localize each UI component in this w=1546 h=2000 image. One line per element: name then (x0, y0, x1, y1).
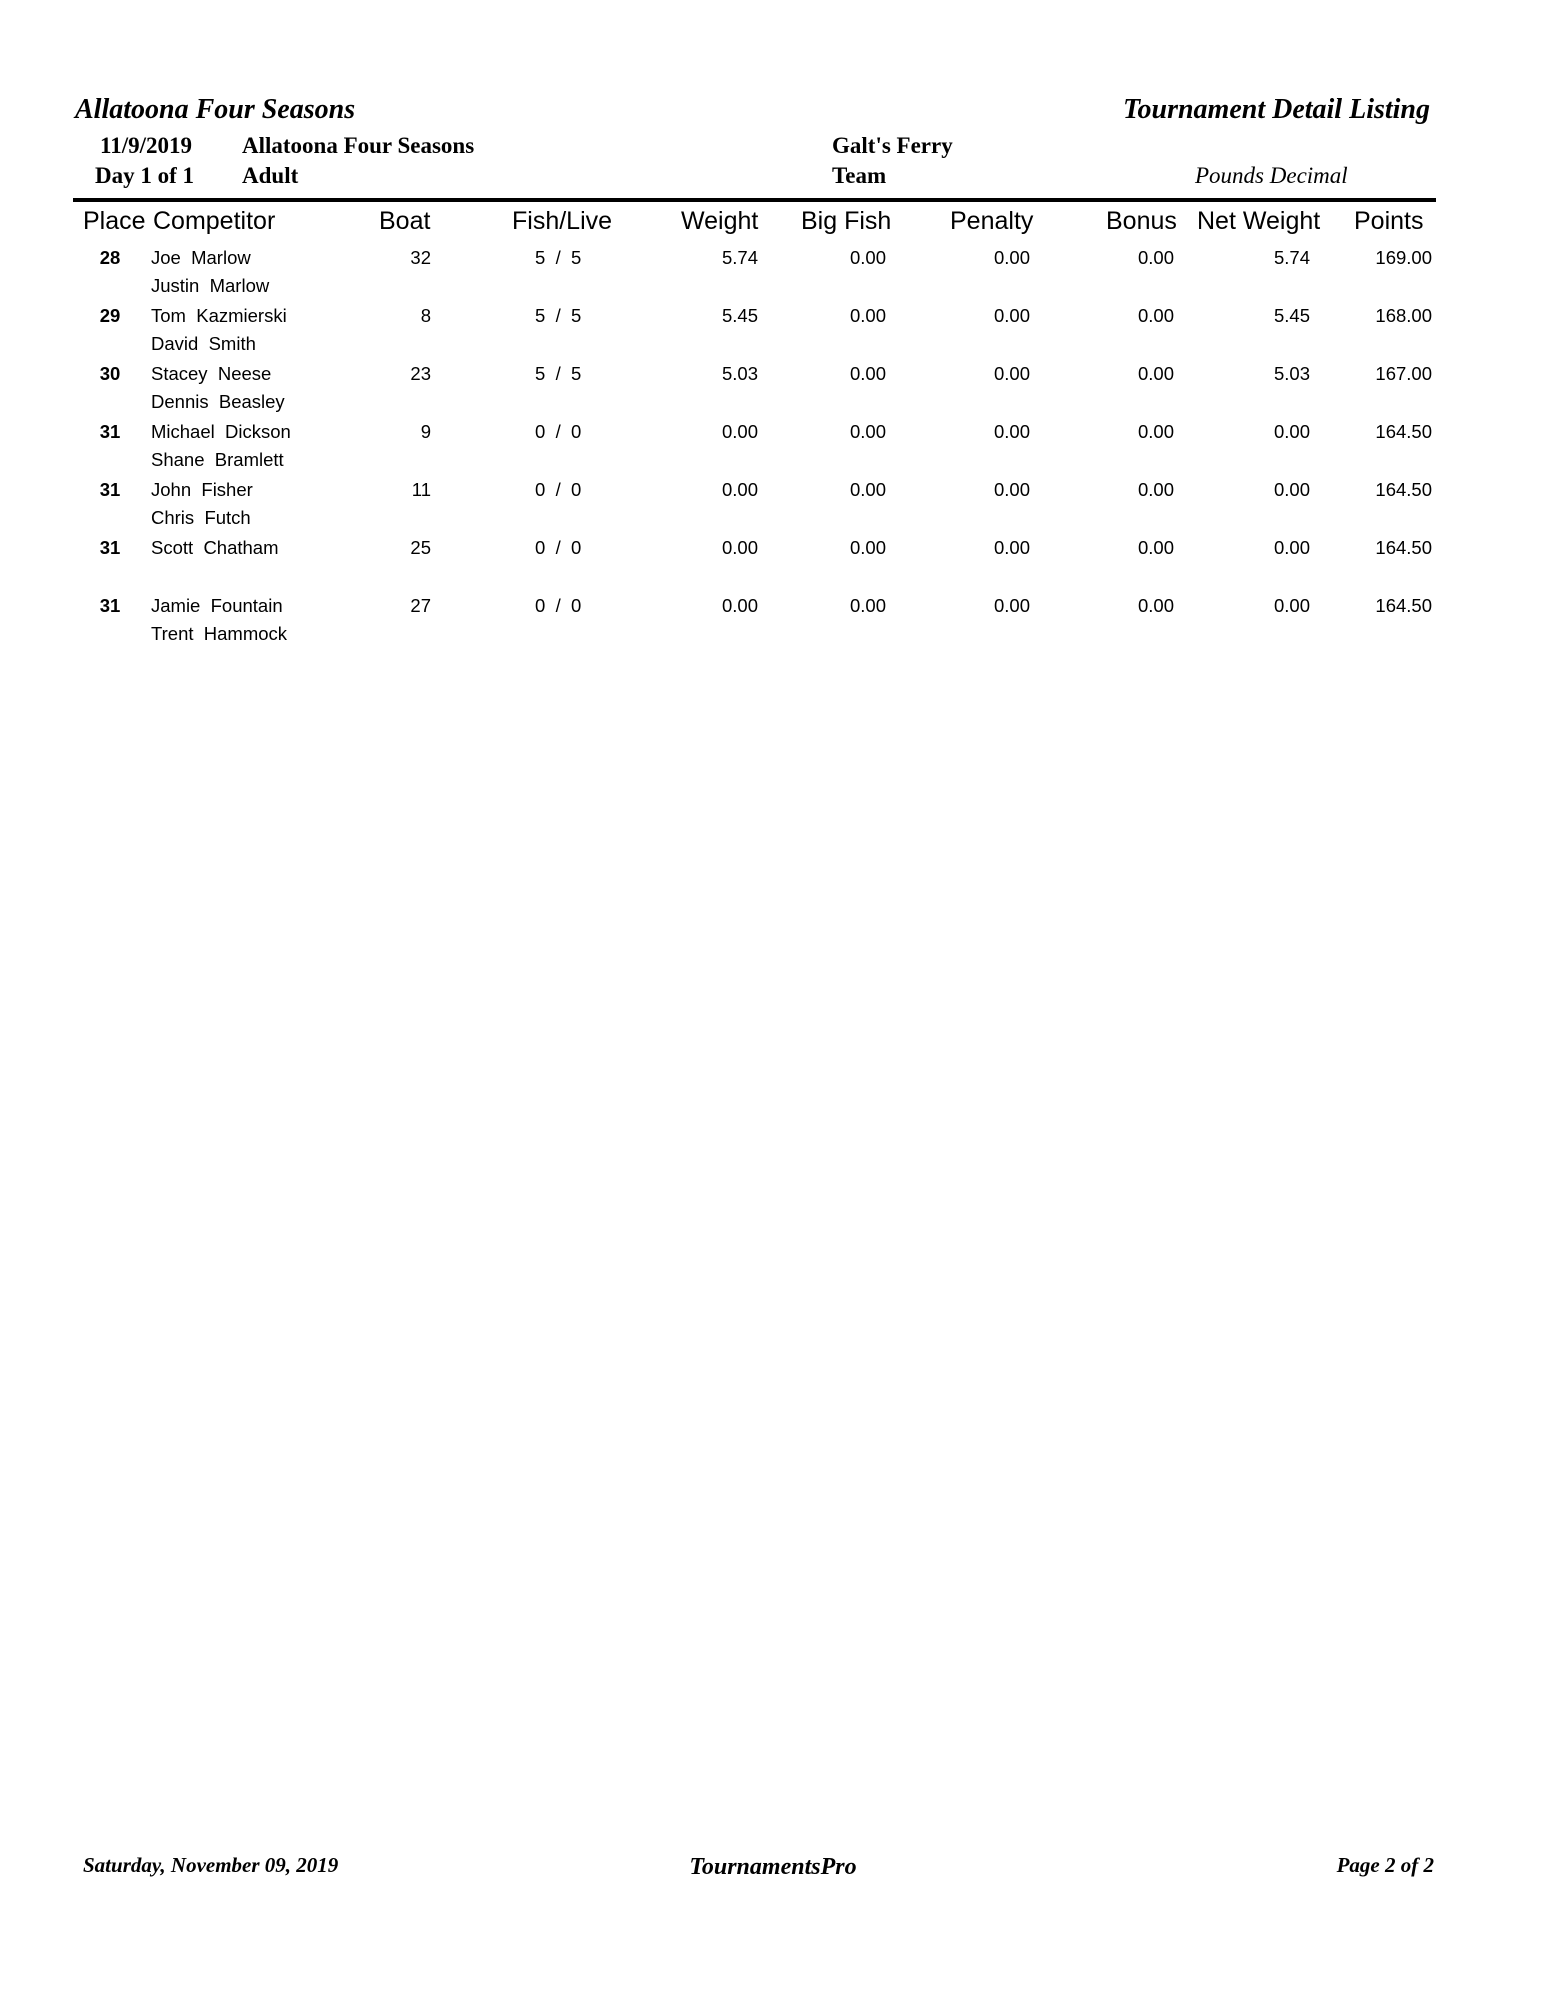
weight-cell: 0.00 (721, 537, 758, 558)
bonus-cell: 0.00 (1137, 305, 1174, 326)
header-divider (73, 198, 1436, 202)
net-weight-cell: 0.00 (1273, 479, 1310, 500)
col-header-net-weight: Net Weight (1197, 207, 1321, 235)
event-date: 11/9/2019 (100, 133, 193, 158)
net-weight-cell: 5.03 (1273, 363, 1310, 384)
points-cell: 167.00 (1375, 363, 1432, 384)
footer-brand: TournamentsPro (689, 1854, 857, 1880)
footer-page-number: Page 2 of 2 (1336, 1853, 1434, 1877)
fish-live-cell: 5 / 5 (535, 305, 582, 326)
fish-live-cell: 0 / 0 (535, 537, 582, 558)
penalty-cell: 0.00 (993, 595, 1030, 616)
weight-cell: 0.00 (721, 479, 758, 500)
competitor-secondary: Chris Futch (151, 507, 251, 528)
place-cell: 30 (99, 363, 121, 384)
net-weight-cell: 5.45 (1273, 305, 1310, 326)
points-cell: 164.50 (1375, 421, 1432, 442)
points-cell: 169.00 (1375, 247, 1432, 268)
boat-cell: 8 (420, 305, 431, 326)
boat-cell: 9 (420, 421, 431, 442)
big-fish-cell: 0.00 (849, 305, 886, 326)
footer-date: Saturday, November 09, 2019 (83, 1853, 339, 1877)
big-fish-cell: 0.00 (849, 247, 886, 268)
competitor-secondary: Shane Bramlett (151, 449, 284, 470)
competitor-secondary: Trent Hammock (151, 623, 288, 644)
fish-live-cell: 0 / 0 (535, 595, 582, 616)
col-header-points: Points (1354, 207, 1424, 235)
big-fish-cell: 0.00 (849, 537, 886, 558)
bonus-cell: 0.00 (1137, 363, 1174, 384)
col-header-bonus: Bonus (1106, 207, 1177, 235)
col-header-boat: Boat (379, 207, 431, 235)
boat-cell: 32 (410, 247, 431, 268)
penalty-cell: 0.00 (993, 421, 1030, 442)
event-division: Adult (242, 163, 299, 188)
weight-units: Pounds Decimal (1195, 163, 1348, 188)
big-fish-cell: 0.00 (849, 421, 886, 442)
points-cell: 164.50 (1375, 479, 1432, 500)
competitor-primary: Tom Kazmierski (151, 305, 287, 326)
penalty-cell: 0.00 (993, 247, 1030, 268)
place-cell: 31 (99, 537, 121, 558)
place-cell: 31 (99, 421, 121, 442)
big-fish-cell: 0.00 (849, 363, 886, 384)
net-weight-cell: 0.00 (1273, 595, 1310, 616)
fish-live-cell: 0 / 0 (535, 479, 582, 500)
place-cell: 31 (99, 479, 121, 500)
big-fish-cell: 0.00 (849, 479, 886, 500)
place-cell: 28 (99, 247, 121, 268)
fish-live-cell: 5 / 5 (535, 363, 582, 384)
event-day: Day 1 of 1 (95, 163, 195, 188)
fish-live-cell: 5 / 5 (535, 247, 582, 268)
competitor-primary: Michael Dickson (151, 421, 291, 442)
boat-cell: 25 (410, 537, 431, 558)
fish-live-cell: 0 / 0 (535, 421, 582, 442)
event-location: Galt's Ferry (832, 133, 953, 158)
col-header-big-fish: Big Fish (801, 207, 892, 235)
penalty-cell: 0.00 (993, 363, 1030, 384)
boat-cell: 11 (411, 479, 431, 500)
boat-cell: 27 (410, 595, 431, 616)
weight-cell: 5.45 (721, 305, 758, 326)
bonus-cell: 0.00 (1137, 247, 1174, 268)
weight-cell: 5.74 (721, 247, 758, 268)
competitor-primary: Joe Marlow (151, 247, 251, 268)
place-cell: 31 (99, 595, 121, 616)
competitor-secondary: Justin Marlow (151, 275, 270, 296)
competitor-primary: Scott Chatham (151, 537, 279, 558)
net-weight-cell: 0.00 (1273, 537, 1310, 558)
points-cell: 164.50 (1375, 537, 1432, 558)
bonus-cell: 0.00 (1137, 421, 1174, 442)
boat-cell: 23 (410, 363, 431, 384)
net-weight-cell: 5.74 (1273, 247, 1310, 268)
report-type-title: Tournament Detail Listing (1122, 94, 1430, 125)
net-weight-cell: 0.00 (1273, 421, 1310, 442)
bonus-cell: 0.00 (1137, 595, 1174, 616)
weight-cell: 5.03 (721, 363, 758, 384)
penalty-cell: 0.00 (993, 479, 1030, 500)
place-cell: 29 (99, 305, 121, 326)
penalty-cell: 0.00 (993, 537, 1030, 558)
competitor-primary: Stacey Neese (151, 363, 272, 384)
col-header-fish-live: Fish/Live (512, 207, 613, 235)
col-header-penalty: Penalty (950, 207, 1034, 235)
col-header-competitor: Competitor (153, 207, 276, 235)
weight-cell: 0.00 (721, 421, 758, 442)
report-header-title: Allatoona Four Seasons (75, 94, 356, 125)
big-fish-cell: 0.00 (849, 595, 886, 616)
bonus-cell: 0.00 (1137, 479, 1174, 500)
penalty-cell: 0.00 (993, 305, 1030, 326)
col-header-weight: Weight (681, 207, 759, 235)
event-name: Allatoona Four Seasons (242, 133, 475, 158)
competitor-secondary: David Smith (151, 333, 256, 354)
competitor-primary: Jamie Fountain (151, 595, 283, 616)
competitor-primary: John Fisher (151, 479, 253, 500)
points-cell: 164.50 (1375, 595, 1432, 616)
event-format: Team (832, 163, 887, 188)
competitor-secondary: Dennis Beasley (151, 391, 285, 412)
bonus-cell: 0.00 (1137, 537, 1174, 558)
col-header-place: Place (83, 207, 146, 235)
points-cell: 168.00 (1375, 305, 1432, 326)
weight-cell: 0.00 (721, 595, 758, 616)
